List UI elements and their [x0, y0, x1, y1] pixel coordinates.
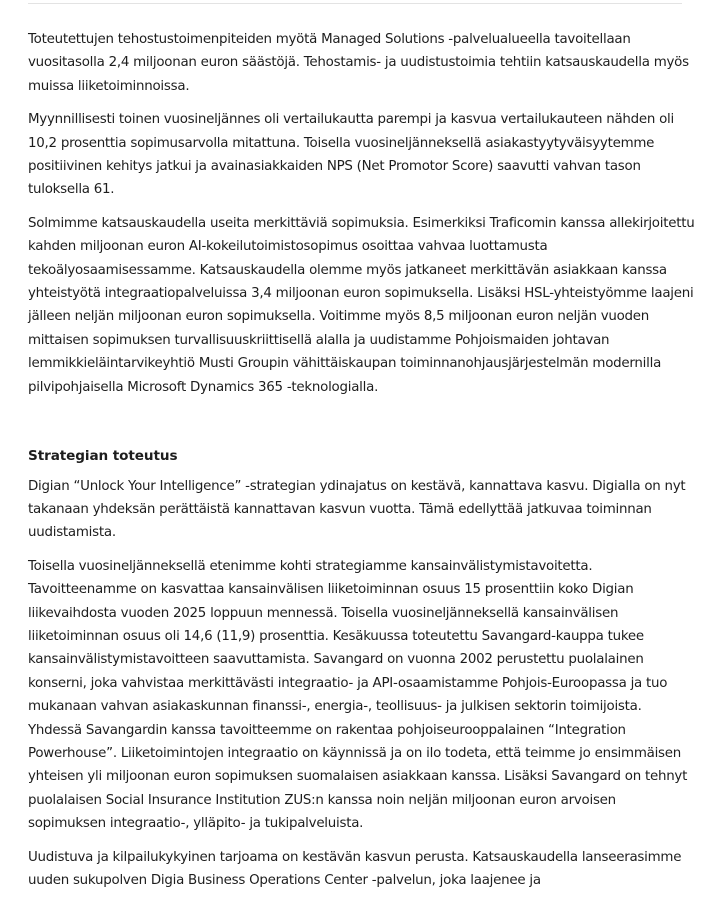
paragraph-contracts: Solmimme katsauskaudella useita merkittäviä sopimuksia. Esimerkiksi Traficomin kanssa allekirjoitettu kahden miljoonan euron AI-kokeilutoimistosopimus osoittaa vahvaa luottamusta tekoälyosaamisessamme. Katsauskaudella olemme myös jatkaneet merkittävän asiakkaan kanssa yhteistyötä integraatiopalveluissa 3,4 miljoonan euron sopimuksella. Lisäksi HSL-yhteistyömme laajeni jälleen neljän miljoonan euron sopimuksella. Voitimme myös 8,5 miljoonan euron neljän vuoden mittaisen sopimuksen turvallisuuskriittisellä alalla ja uudistamme Pohjoismaiden johtavan lemmikkieläintarvikeyhtiö Musti Groupin vähittäiskaupan toiminnanohjausjärjestelmän modernilla pilvipohjaisella Microsoft Dynamics 365 -teknologialla.	[28, 215, 695, 395]
section-heading-strategy: Strategian toteutus	[28, 448, 178, 465]
paragraph-sales: Myynnillisesti toinen vuosineljännes oli vertailukautta parempi ja kasvua vertailukauteen nähden oli 10,2 prosenttia sopimusarvolla mitattuna. Toisella vuosineljänneksellä asiakastyytyväisyytemme positiivinen kehitys jatkui ja avainasiakkaiden NPS (Net Promotor Score) saavutti vahvan tason tuloksella 61.	[28, 112, 675, 198]
top-divider	[28, 3, 682, 4]
article-body	[28, 28, 696, 902]
paragraph-offering: Uudistuva ja kilpailukykyinen tarjoama on kestävän kasvun perusta. Katsauskaudella lanseerasimme uuden sukupolven Digia Business Operations Center -palvelun, joka laajenee ja	[28, 849, 682, 888]
paragraph-strategy-core: Digian “Unlock Your Intelligence” -strategian ydinajatus on kestävä, kannattava kasvu. Digialla on nyt takanaan yhdeksän perättäistä kannattavan kasvun vuotta. Tämä edellyttää jatkuvaa toiminnan uudistamista.	[28, 478, 686, 541]
section-spacer	[28, 409, 696, 445]
paragraph-efficiency: Toteutettujen tehostustoimenpiteiden myötä Managed Solutions -palvelualueella tavoitellaan vuositasolla 2,4 miljoonan euron säästöjä. Tehostamis- ja uudistustoimia tehtiin katsauskaudella myös muissa liiketoiminnoissa.	[28, 32, 689, 94]
paragraph-internationalization: Toisella vuosineljänneksellä etenimme kohti strategiamme kansainvälistymistavoitetta. Tavoitteenamme on kasvattaa kansainvälisen liiketoiminnan osuus 15 prosenttiin koko Digian liikevaihdosta vuoden 2025 loppuun mennessä. Toisella vuosineljänneksellä kansainvälisen liiketoiminnan osuus oli 14,6 (11,9) prosenttia. Kesäkuussa toteutettu Savangard-kauppa tukee kansainvälistymistavoitteen saavuttamista. Savangard on vuonna 2002 perustettu puolalainen konserni, joka vahvistaa merkittävästi integraatio- ja API-osaamistamme Pohjois-Euroopassa ja tuo mukanaan vahvan asiakaskunnan finanssi-, energia-, teollisuus- ja julkisen sektorin toimijoista. Yhdessä Savangardin kanssa tavoitteemme on rakentaa pohjoiseurooppalainen “Integration Powerhouse”. Liiketoimintojen integraatio on käynnissä ja on ilo todeta, että teimme jo ensimmäisen yhteisen yli miljoonan euron sopimuksen suomalaisen asiakkaan kanssa. Lisäksi Savangard on tehnyt puolalaisen Social Insurance Institution ZUS:n kanssa noin neljän miljoonan euron arvoisen sopimuksen integraatio-, ylläpito- ja tukipalveluista.	[28, 558, 688, 832]
